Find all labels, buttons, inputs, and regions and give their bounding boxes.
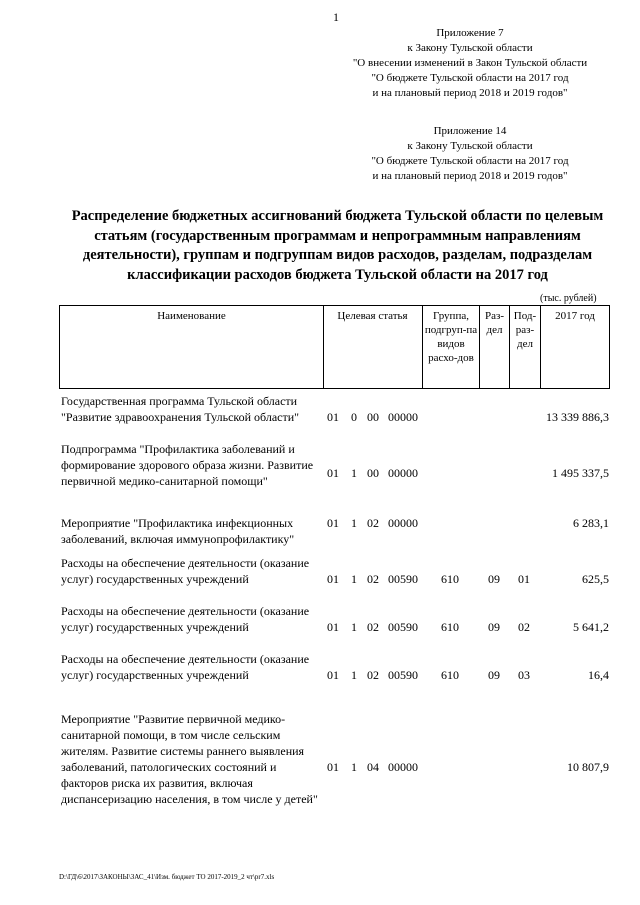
header-group: Группа, подгруп-па видов расхо-дов bbox=[424, 310, 478, 364]
row-amount: 1 495 337,5 bbox=[552, 466, 609, 480]
appendix-line: "О внесении изменений в Закон Тульской области bbox=[352, 57, 588, 69]
column-divider bbox=[509, 306, 510, 388]
code-program: 01 bbox=[327, 620, 339, 634]
appendix-line: и на плановый период 2018 и 2019 годов" bbox=[372, 170, 568, 182]
header-subsection: Под-раз-дел bbox=[513, 310, 537, 350]
appendix-line: "О бюджете Тульской области на 2017 год bbox=[371, 155, 569, 167]
row-group: 610 bbox=[441, 620, 459, 634]
table-row bbox=[59, 515, 610, 551]
code-event: 04 bbox=[367, 760, 379, 774]
row-amount: 5 641,2 bbox=[573, 620, 609, 634]
code-program: 01 bbox=[327, 516, 339, 530]
table-header bbox=[59, 305, 610, 389]
code-event: 02 bbox=[367, 668, 379, 682]
code-direction: 00000 bbox=[388, 410, 418, 424]
column-divider bbox=[479, 306, 480, 388]
code-program: 01 bbox=[327, 410, 339, 424]
code-direction: 00000 bbox=[388, 760, 418, 774]
header-section: Раз-дел bbox=[484, 310, 504, 336]
code-program: 01 bbox=[327, 466, 339, 480]
code-direction: 00590 bbox=[388, 668, 418, 682]
code-direction: 00000 bbox=[388, 466, 418, 480]
code-program: 01 bbox=[327, 572, 339, 586]
header-target: Целевая статья bbox=[337, 310, 408, 322]
code-event: 02 bbox=[367, 620, 379, 634]
row-amount: 10 807,9 bbox=[567, 760, 609, 774]
code-event: 02 bbox=[367, 516, 379, 530]
code-direction: 00590 bbox=[388, 572, 418, 586]
header-year: 2017 год bbox=[555, 310, 595, 322]
code-event: 02 bbox=[367, 572, 379, 586]
appendix-line: "О бюджете Тульской области на 2017 год bbox=[371, 72, 569, 84]
code-subprogram: 1 bbox=[351, 572, 357, 586]
appendix-line: Приложение 7 bbox=[436, 27, 504, 39]
row-subsection: 02 bbox=[518, 620, 530, 634]
column-divider bbox=[422, 306, 423, 388]
page-number: 1 bbox=[333, 10, 339, 24]
row-name: Расходы на обеспечение деятельности (оказание услуг) государственных учреждений bbox=[61, 604, 310, 634]
row-amount: 16,4 bbox=[588, 668, 609, 682]
appendix-line: к Закону Тульской области bbox=[407, 42, 533, 54]
code-subprogram: 1 bbox=[351, 668, 357, 682]
file-path-footer: D:\ГД\6\2017\ЗАКОНЫ\ЗАС_41\Изм. бюджет ТО 2017-2019_2 чт\pr7.xls bbox=[59, 873, 275, 881]
appendix-line: к Закону Тульской области bbox=[407, 140, 533, 152]
row-amount: 13 339 886,3 bbox=[546, 410, 609, 424]
table-row bbox=[59, 651, 610, 699]
row-name: Мероприятие "Профилактика инфекционных заболеваний, включая иммунопрофилактику" bbox=[61, 516, 295, 546]
appendix-line: Приложение 14 bbox=[433, 125, 507, 137]
row-section: 09 bbox=[488, 620, 500, 634]
units-label: (тыс. рублей) bbox=[540, 293, 597, 304]
appendix-14-block bbox=[300, 124, 640, 184]
row-name: Расходы на обеспечение деятельности (оказание услуг) государственных учреждений bbox=[61, 556, 310, 586]
code-program: 01 bbox=[327, 668, 339, 682]
table-row bbox=[59, 555, 610, 603]
row-group: 610 bbox=[441, 572, 459, 586]
code-subprogram: 0 bbox=[351, 410, 357, 424]
row-amount: 6 283,1 bbox=[573, 516, 609, 530]
code-subprogram: 1 bbox=[351, 760, 357, 774]
table-row bbox=[59, 711, 610, 823]
code-event: 00 bbox=[367, 410, 379, 424]
row-name: Расходы на обеспечение деятельности (оказание услуг) государственных учреждений bbox=[61, 652, 310, 682]
row-section: 09 bbox=[488, 572, 500, 586]
code-direction: 00590 bbox=[388, 620, 418, 634]
row-name: Мероприятие "Развитие первичной медико-санитарной помощи, в том числе сельским жителям. Развитие системы раннего выявления заболеваний, патологических состояний и факторов риска их развития, включая диспансеризацию населения, в том числе у детей" bbox=[61, 712, 318, 806]
table-row bbox=[59, 393, 610, 441]
row-name: Государственная программа Тульской области "Развитие здравоохранения Тульской области" bbox=[61, 394, 300, 424]
code-program: 01 bbox=[327, 760, 339, 774]
code-subprogram: 1 bbox=[351, 466, 357, 480]
code-subprogram: 1 bbox=[351, 620, 357, 634]
table-row bbox=[59, 603, 610, 651]
row-group: 610 bbox=[441, 668, 459, 682]
appendix-line: и на плановый период 2018 и 2019 годов" bbox=[372, 87, 568, 99]
code-event: 00 bbox=[367, 466, 379, 480]
code-subprogram: 1 bbox=[351, 516, 357, 530]
row-amount: 625,5 bbox=[582, 572, 609, 586]
row-subsection: 01 bbox=[518, 572, 530, 586]
appendix-7-block bbox=[300, 26, 640, 101]
document-title: Распределение бюджетных ассигнований бюджета Тульской области по целевым статьям (государственным программам и непрограммным направлениям деятельности), группам и подгруппам видов расходов, разделам, подразделам классификации расходов бюджета Тульской области на 2017 год bbox=[71, 208, 604, 283]
row-subsection: 03 bbox=[518, 668, 530, 682]
code-direction: 00000 bbox=[388, 516, 418, 530]
row-section: 09 bbox=[488, 668, 500, 682]
table-row bbox=[59, 441, 610, 507]
header-name: Наименование bbox=[157, 310, 226, 322]
row-name: Подпрограмма "Профилактика заболеваний и формирование здорового образа жизни. Развитие первичной медико-санитарной помощи" bbox=[61, 442, 314, 488]
